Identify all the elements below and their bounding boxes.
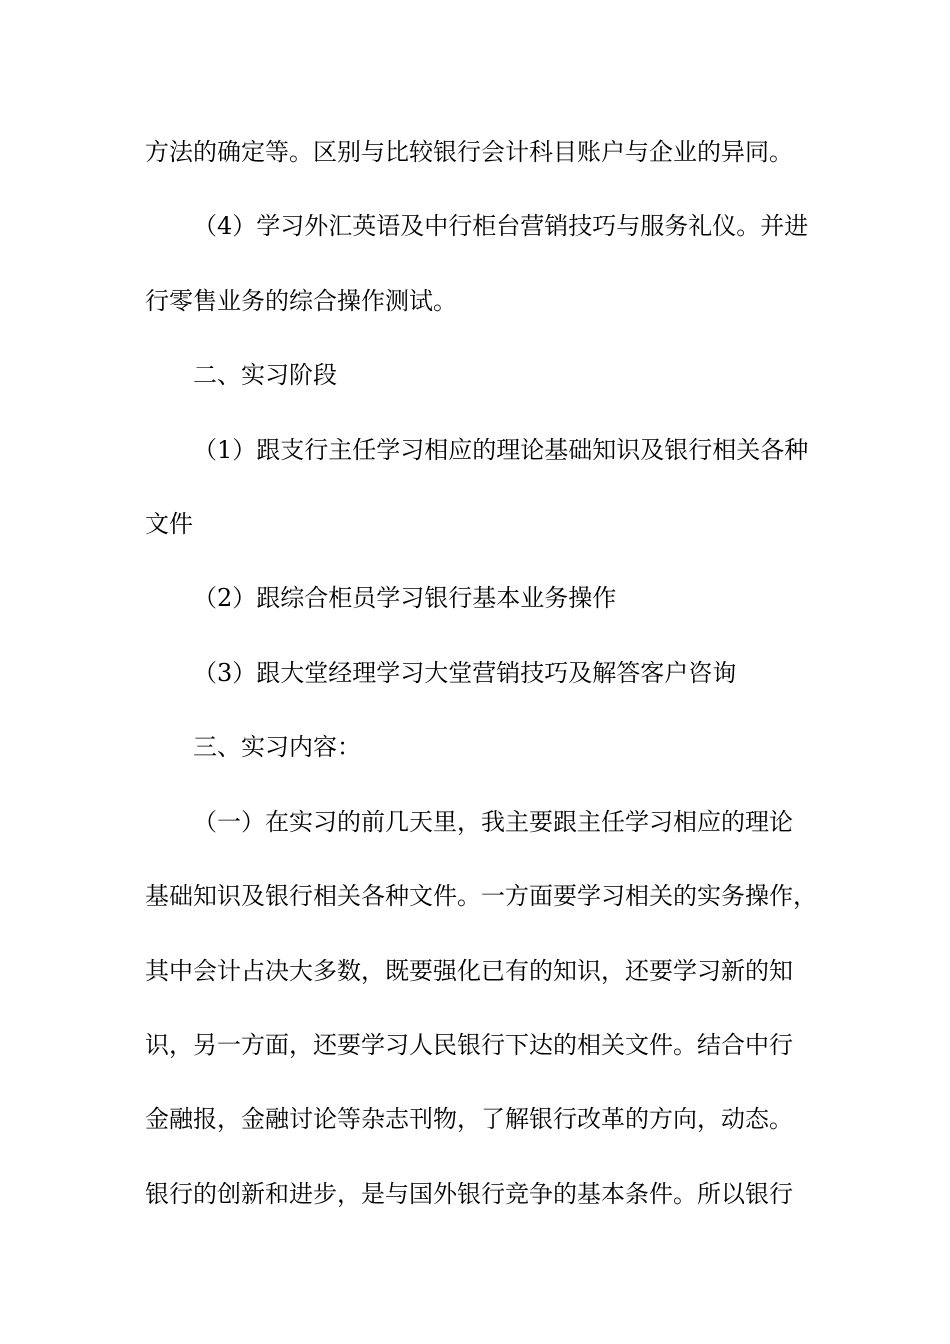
text-line: 其中会计占决大多数，既要强化已有的知识，还要学习新的知 <box>145 957 793 985</box>
text-line: （4）学习外汇英语及中行柜台营销技巧与服务礼仪。并进 <box>193 212 809 240</box>
section-heading: 三、实习内容： <box>193 733 361 761</box>
text-line: 方法的确定等。区别与比较银行会计科目账户与企业的异同。 <box>145 138 793 166</box>
section-heading: 二、实习阶段 <box>193 361 337 389</box>
text-line: 基础知识及银行相关各种文件。一方面要学习相关的实务操作， <box>145 882 817 910</box>
text-line: （1）跟支行主任学习相应的理论基础知识及银行相关各种 <box>193 436 809 464</box>
text-line: 文件 <box>145 510 193 538</box>
text-line: 金融报，金融讨论等杂志刊物，了解银行改革的方向，动态。 <box>145 1105 793 1133</box>
text-line: （3）跟大堂经理学习大堂营销技巧及解答客户咨询 <box>193 659 737 687</box>
text-line: 行零售业务的综合操作测试。 <box>145 287 457 315</box>
text-line: 识，另一方面，还要学习人民银行下达的相关文件。结合中行 <box>145 1031 793 1059</box>
text-line: （一）在实习的前几天里，我主要跟主任学习相应的理论 <box>193 808 793 836</box>
text-line: 银行的创新和进步，是与国外银行竞争的基本条件。所以银行 <box>145 1180 793 1208</box>
text-line: （2）跟综合柜员学习银行基本业务操作 <box>193 584 617 612</box>
